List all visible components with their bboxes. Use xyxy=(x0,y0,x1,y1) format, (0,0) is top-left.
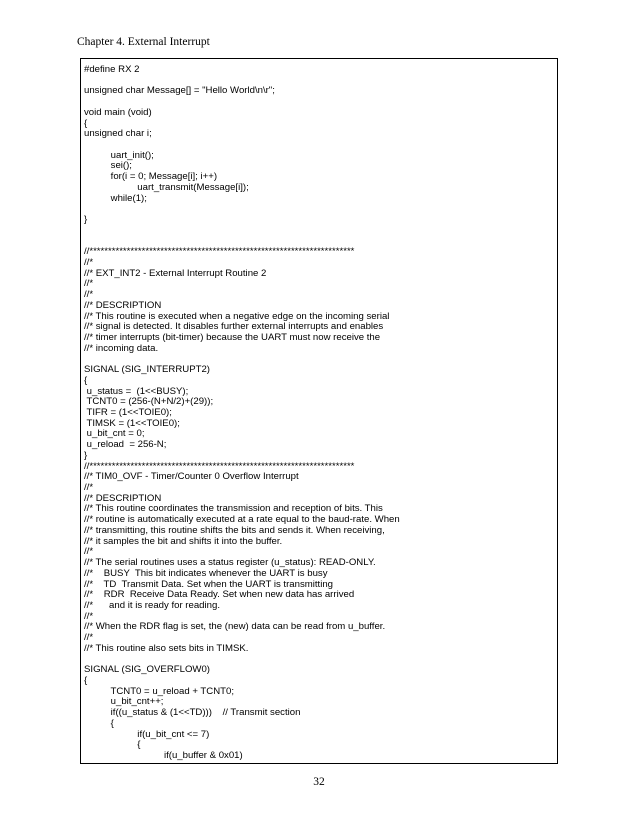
code-line: //* The serial routines uses a status register (u_status): READ-ONLY. xyxy=(84,558,376,569)
code-line: //*********************************************************************** xyxy=(84,247,355,258)
code-line: //* This routine also sets bits in TIMSK. xyxy=(84,643,249,654)
code-listing xyxy=(80,58,558,764)
code-line: if(u_buffer & 0x01) xyxy=(84,751,243,761)
code-line: } xyxy=(84,215,88,226)
code-line xyxy=(84,655,555,666)
code-line: //* DESCRIPTION xyxy=(84,300,162,311)
code-line: SIGNAL (SIG_INTERRUPT2) xyxy=(84,365,210,376)
code-line: //* it samples the bit and shifts it into the buffer. xyxy=(84,536,283,547)
code-line: #define RX 2 xyxy=(84,65,140,75)
code-line xyxy=(84,76,555,87)
code-line: //* xyxy=(84,290,94,301)
code-line xyxy=(84,226,555,237)
code-line: TIMSK = (1<<TOIE0); xyxy=(84,418,180,429)
code-line: //* TD Transmit Data. Set when the UART is transmitting xyxy=(84,579,333,590)
code-line: u_reload = 256-N; xyxy=(84,440,167,451)
code-line: { xyxy=(84,675,88,686)
code-line: } xyxy=(84,450,88,461)
code-line: //* signal is detected. It disables further external interrupts and enables xyxy=(84,322,384,333)
code-line: //* TIM0_OVF - Timer/Counter 0 Overflow Interrupt xyxy=(84,472,299,483)
code-line: TIFR = (1<<TOIE0); xyxy=(84,408,172,418)
code-line: if((u_status & (1<<TD))) // Transmit section xyxy=(84,708,301,719)
code-line: //*********************************************************************** xyxy=(84,461,355,472)
code-line: { xyxy=(84,375,88,386)
code-line: for(i = 0; Message[i]; i++) xyxy=(84,172,218,183)
code-line: u_status = (1<<BUSY); xyxy=(84,386,189,397)
code-line: uart_init(); xyxy=(84,150,154,161)
code-line: TCNT0 = (256-(N+N/2)+(29)); xyxy=(84,397,214,408)
code-line xyxy=(84,97,555,108)
code-line: void main (void) xyxy=(84,107,152,118)
code-line: //* transmitting, this routine shifts the bits and sends it. When receiving, xyxy=(84,525,385,536)
code-line xyxy=(84,237,555,248)
code-line: //* and it is ready for reading. xyxy=(84,600,220,611)
code-line: //* xyxy=(84,633,94,644)
code-line: //* BUSY This bit indicates whenever the UART is busy xyxy=(84,568,328,579)
code-line: //* This routine coordinates the transmission and reception of bits. This xyxy=(84,504,383,515)
page-number: 32 xyxy=(313,776,325,788)
code-line: //* This routine is executed when a negative edge on the incoming serial xyxy=(84,311,390,322)
code-line: if(u_bit_cnt <= 7) xyxy=(84,729,210,740)
code-line: u_bit_cnt = 0; xyxy=(84,429,145,440)
code-line: //* When the RDR flag is set, the (new) data can be read from u_buffer. xyxy=(84,622,386,633)
code-line: { xyxy=(84,718,114,729)
code-line: //* RDR Receive Data Ready. Set when new data has arrived xyxy=(84,590,355,601)
code-line: TCNT0 = u_reload + TCNT0; xyxy=(84,686,235,697)
code-line: while(1); xyxy=(84,193,147,204)
code-line: u_bit_cnt++; xyxy=(84,697,164,708)
code-line: unsigned char Message[] = "Hello World\n\r"; xyxy=(84,86,275,97)
code-line xyxy=(84,354,555,365)
code-line: sei(); xyxy=(84,161,132,172)
code-line xyxy=(84,204,555,215)
code-line: { xyxy=(84,740,141,751)
code-line: //* timer interrupts (bit-timer) because the UART must now receive the xyxy=(84,332,381,343)
code-line: { xyxy=(84,118,88,129)
chapter-header: Chapter 4. External Interrupt xyxy=(77,36,210,48)
code-line xyxy=(84,140,555,151)
code-line: //* EXT_INT2 - External Interrupt Routine 2 xyxy=(84,268,267,279)
code-lines-container xyxy=(84,65,555,762)
code-line: //* DESCRIPTION xyxy=(84,493,162,504)
code-line: //* xyxy=(84,257,94,268)
code-line: SIGNAL (SIG_OVERFLOW0) xyxy=(84,665,210,676)
code-line: unsigned char i; xyxy=(84,129,152,140)
code-line: uart_transmit(Message[i]); xyxy=(84,182,249,193)
code-line: //* xyxy=(84,279,94,290)
code-line: //* routine is automatically executed at a rate equal to the baud-rate. When xyxy=(84,515,400,526)
code-line: //* xyxy=(84,611,94,622)
code-line: //* incoming data. xyxy=(84,343,159,354)
code-line: //* xyxy=(84,547,94,558)
code-line: //* xyxy=(84,483,94,494)
